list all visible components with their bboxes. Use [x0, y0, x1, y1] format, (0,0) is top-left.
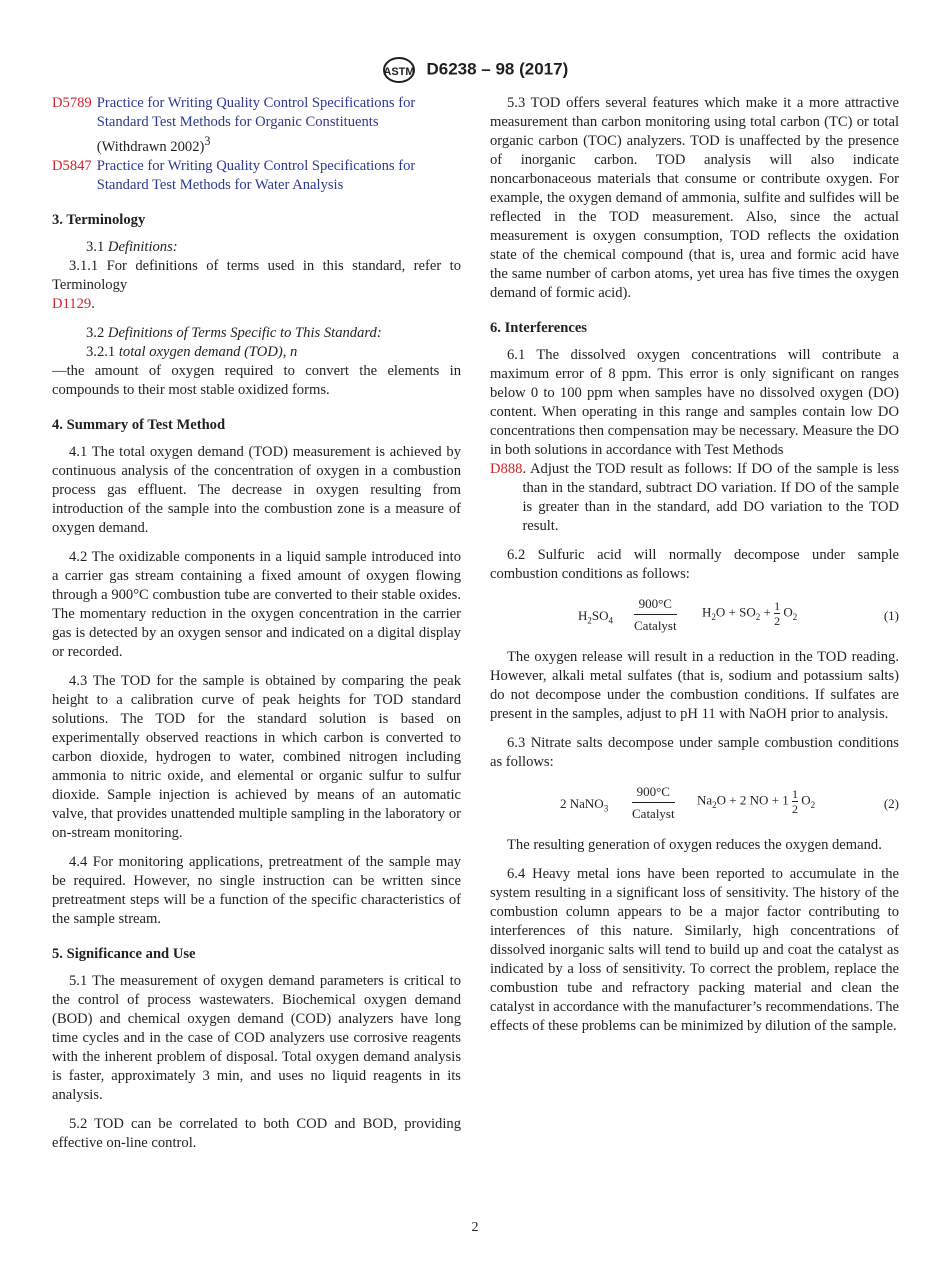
ref-body	[97, 94, 461, 157]
ref-code-link[interactable]: D5847	[52, 157, 92, 174]
para-number: 3.2.1	[86, 343, 116, 360]
reference-d5789	[52, 94, 461, 157]
ref-title-link[interactable]: Practice for Writing Quality Control Specifications for Standard Test Methods for Water Analysis	[96, 157, 416, 193]
para-term: Definitions of Terms Specific to This Standard:	[107, 324, 382, 341]
eq-products: $Na_2O + 2$ NO + 1 $\frac{1}{2}$ $O_2$	[697, 787, 816, 816]
para-text: . Adjust the TOD result as follows: If DO of the sample is less than in the standard, subtract DO variation. If DO of the sample is greater than in the standard, add DO variation to the TOD result.	[522, 461, 899, 534]
para-text: 3.1.1 For definitions of terms used in this standard, refer to Terminology	[52, 257, 461, 293]
page-number: 2	[471, 1220, 479, 1235]
ref-body	[97, 157, 461, 195]
para-term: Definitions:	[107, 238, 178, 255]
para-end: .	[91, 295, 95, 312]
para-text: 6.1 The dissolved oxygen concentrations will contribute a maximum error of 8 ppm. This error is only significant on ranges below 0 to 100 ppm when samples have no dissolved oxygen (DO) content. When operating in this range and samples contain low DO concentrations then compensation may be necessary. Measure the DO in both solutions in accordance with Test Methods	[490, 347, 899, 458]
paragraph: 4.1 The total oxygen demand (TOD) measurement is achieved by continuous analysis of the concentration of oxygen in a combustion process gas effluent. The decrease in oxygen resulting from introduction of the sample into the combustion zone is a measure of oxygen demand.	[52, 443, 461, 536]
eq-products: $H_2O + SO_2$ + $\frac{1}{2}$ $O_2$	[702, 599, 798, 628]
eq-condition: 900°C Catalyst	[634, 596, 677, 633]
paragraph: 6.2 Sulfuric acid will normally decompose under sample combustion conditions as follows:	[490, 547, 899, 582]
paragraph: 5.2 TOD can be correlated to both COD and BOD, providing effective on-line control.	[52, 1115, 461, 1151]
para-text: —the amount of oxygen required to convert the elements in compounds to their most stable oxidized forms.	[52, 362, 461, 398]
link-row	[52, 295, 461, 314]
eq-condition: 900°C Catalyst	[632, 784, 675, 821]
paragraph: The oxygen release will result in a reduction in the TOD reading. However, alkali metal sulfates (that is, sodium and potassium salts) do not decompose under the combustion conditions. If sulfates are present in the samples, adjust to pH 11 with NaOH prior to analysis.	[490, 649, 899, 722]
paragraph: 5.3 TOD offers several features which make it a more attractive measurement than carbon monitoring using total carbon (TC) or total organic carbon (TOC) analyzers. TOD is unaffected by the presence of inorganic carbon. TOD analysis will also indicate noncarbonaceous materials that consume or contribute oxygen. For example, the oxygen demand of ammonia, sulfite and sulfides will be reflected in the TOD measurement. Also, since the actual measurement is oxygen consumption, TOD reflects the oxidation state of the chemical compound (that is, urea and formic acid have the same number of carbon atoms, yet urea has five times the oxygen demand of formic acid).	[490, 95, 899, 301]
eq-reactant: 2 NaNO$_3$	[560, 796, 609, 814]
section-heading: 3. Terminology	[52, 211, 146, 228]
equation-number: (2)	[883, 796, 899, 811]
ref-title-link[interactable]: Practice for Writing Quality Control Specifications for Standard Test Methods for Organic Constituents	[96, 95, 416, 130]
equation-1	[490, 594, 899, 636]
section-heading: 5. Significance and Use	[52, 945, 196, 962]
paragraph: 4.4 For monitoring applications, pretreatment of the sample may be required. However, no single instruction can be written since pretreatment steps will be a function of the specific characteristics of the sample stream.	[52, 853, 461, 927]
paragraph: 6.3 Nitrate salts decompose under sample combustion conditions as follows:	[490, 735, 899, 770]
ref-code-link[interactable]: D5789	[52, 95, 92, 111]
d1129-link[interactable]: D1129	[52, 295, 92, 312]
right-column	[490, 94, 899, 1046]
para-number: 3.2	[86, 324, 105, 341]
designation: D6238 – 98 (2017)	[426, 59, 569, 79]
left-column	[52, 94, 461, 1163]
svg-text:ASTM: ASTM	[383, 66, 415, 78]
paragraph	[52, 257, 461, 314]
paragraph	[52, 238, 461, 257]
astm-logo-icon	[382, 56, 416, 84]
section-heading: 4. Summary of Test Method	[52, 416, 226, 433]
paragraph: 5.1 The measurement of oxygen demand parameters is critical to the control of process wastewaters. Biochemical oxygen demand (BOD) and chemical oxygen demand (COD) analyzers have long time cycles and in the case of COD analyzers use corrosive reagents with the inherent problem of disposal. Total oxygen demand analysis is faster, approximately 3 min, and uses no liquid reagents in its analysis.	[52, 972, 461, 1103]
page-header	[0, 56, 950, 84]
paragraph: The resulting generation of oxygen reduces the oxygen demand.	[507, 837, 882, 853]
paragraph: 4.3 The TOD for the sample is obtained by comparing the peak height to a calibration curve of peak heights for TOD standard solutions. The TOD for the standard solution is based on experimentally observed reactions in which carbon is converted to carbon dioxide, hydrogen to water, combined nitrogen including ammonia to nitric oxide, and elemental or organic sulfur to sulfur dioxide. Sample injection is achieved by means of an automatic valve, that provides unattended multiple sampling in the laboratory or on-stream monitoring.	[52, 672, 461, 841]
paragraph	[490, 346, 899, 536]
para-number: 3.1	[86, 238, 105, 255]
ref-note: (Withdrawn 2002)	[96, 138, 205, 155]
section-heading: 6. Interferences	[490, 320, 587, 336]
footnote-mark: 3	[204, 134, 211, 148]
reference-d5847	[52, 157, 461, 195]
equation-2	[490, 782, 899, 824]
paragraph	[52, 343, 461, 400]
d888-link[interactable]: D888	[490, 461, 523, 477]
paragraph	[52, 324, 461, 343]
paragraph: 4.2 The oxidizable components in a liquid sample introduced into a carrier gas stream containing a fixed amount of oxygen flowing through a 900°C combustion tube are converted to their stable oxides. The momentary reduction in the oxygen concentration in the carrier gas is detected by an oxygen sensor and indicated on a digital display or recorded.	[52, 548, 461, 660]
para-term: total oxygen demand (TOD), n	[118, 343, 298, 360]
eq-reactant: $H_2SO_4$	[578, 608, 614, 626]
link-row	[490, 460, 899, 536]
equation-number: (1)	[883, 608, 899, 623]
paragraph: 6.4 Heavy metal ions have been reported to accumulate in the system resulting in a significant loss of sensitivity. The history of the combustion column appears to be a major factor contributing to interferences of this nature. Similarly, high concentrations of dissolved inorganic salts will tend to build up and coat the catalyst as indicated by a loss of sensitivity. To correct the problem, replace the combustion tube and refractory packing material and clean the catalyst in accordance with the manufacturer’s recommendations. The effects of these problems can be minimized by dilution of the sample.	[490, 866, 899, 1034]
